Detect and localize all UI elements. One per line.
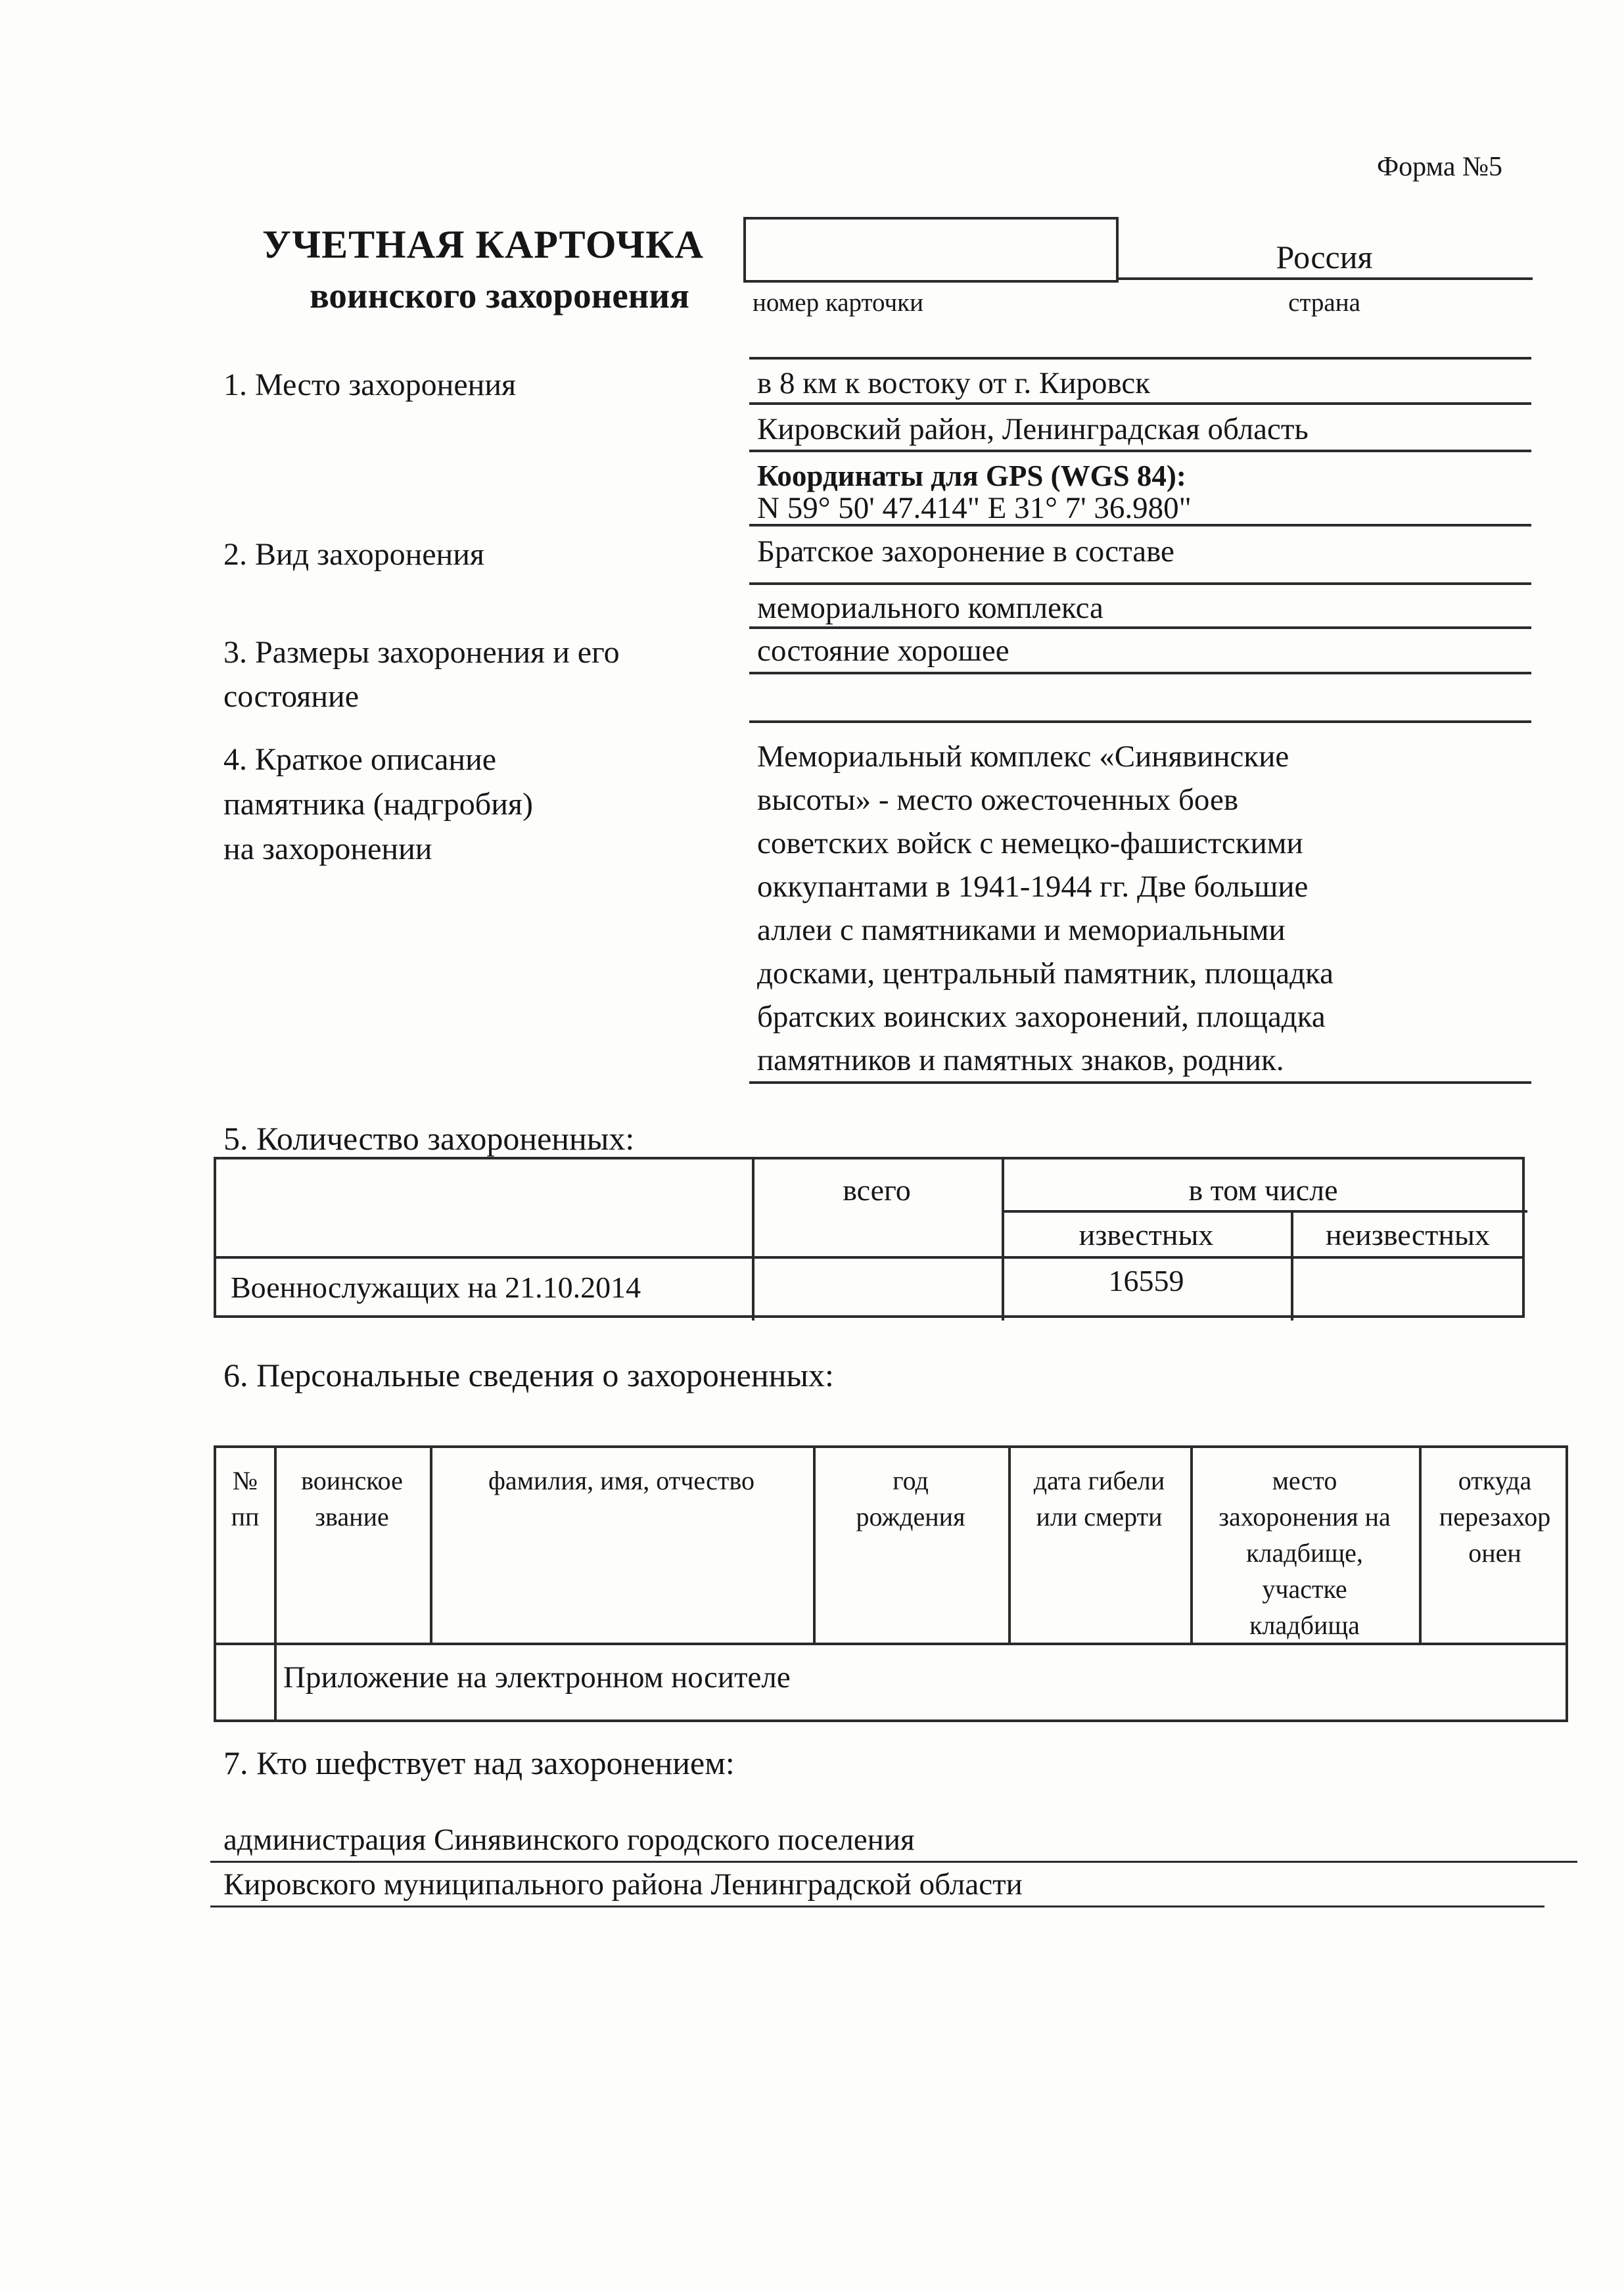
header-line: дата гибели xyxy=(1033,1466,1165,1495)
table-divider xyxy=(1002,1210,1527,1213)
col-header-unknown: неизвестных xyxy=(1326,1218,1490,1251)
ruled-line xyxy=(749,402,1531,405)
field4-desc-line: братских воинских захоронений, площадка xyxy=(757,1000,1326,1034)
ruled-line xyxy=(210,1861,1577,1863)
header-line: год xyxy=(893,1466,929,1495)
field4-label-line2: памятника (надгробия) xyxy=(223,787,533,822)
field4-label-line3: на захоронении xyxy=(223,831,432,866)
col-header-rank xyxy=(274,1462,430,1535)
page-title: УЧЕТНАЯ КАРТОЧКА xyxy=(262,223,704,266)
card-number-caption: номер карточки xyxy=(753,289,923,317)
field1-line2: Кировский район, Ленинградская область xyxy=(757,412,1309,446)
row-label-servicemen: Военнослужащих на 21.10.2014 xyxy=(231,1271,641,1304)
section7-heading: 7. Кто шефствует над захоронением: xyxy=(223,1744,735,1781)
header-line: кладбища xyxy=(1249,1610,1360,1640)
field1-label: 1. Место захоронения xyxy=(223,367,517,402)
field1-line1: в 8 км к востоку от г. Кировск xyxy=(757,366,1151,400)
personal-data-table xyxy=(214,1445,1568,1722)
burial-count-table xyxy=(214,1157,1525,1318)
ruled-line xyxy=(749,450,1531,452)
ruled-line xyxy=(210,1906,1544,1907)
ruled-line xyxy=(749,720,1531,723)
ruled-line xyxy=(749,626,1531,629)
field4-description xyxy=(757,735,1334,1082)
ruled-line xyxy=(749,672,1531,674)
header-line: звание xyxy=(315,1502,389,1532)
col-header-including: в том числе xyxy=(1188,1173,1338,1207)
field4-desc-line: памятников и памятных знаков, родник. xyxy=(757,1043,1284,1077)
col-header-known: известных xyxy=(1079,1218,1214,1251)
form-number: Форма №5 xyxy=(1377,152,1503,182)
field4-desc-line: аллеи с памятниками и мемориальными xyxy=(757,913,1286,947)
field2-label: 2. Вид захоронения xyxy=(223,537,485,572)
country-value: Россия xyxy=(1276,239,1373,275)
header-line: воинское xyxy=(301,1466,403,1495)
table-divider xyxy=(216,1256,1525,1259)
field4-desc-line: досками, центральный памятник, площадка xyxy=(757,956,1334,991)
field4-desc-line: высоты» - место ожесточенных боев xyxy=(757,783,1239,817)
page-subtitle: воинского захоронения xyxy=(310,275,689,316)
col-header-death-date xyxy=(1008,1462,1190,1535)
section6-heading: 6. Персональные сведения о захороненных: xyxy=(223,1357,834,1393)
caretaker-line1: администрация Синявинского городского поселения xyxy=(223,1823,915,1857)
cell-known-value: 16559 xyxy=(1108,1264,1184,1298)
header-line: кладбище, xyxy=(1246,1538,1363,1568)
col-header-number xyxy=(216,1462,274,1535)
header-line: рождения xyxy=(856,1502,965,1532)
col-header-total: всего xyxy=(843,1173,911,1207)
header-line: откуда xyxy=(1458,1466,1532,1495)
field3-label-line2: состояние xyxy=(223,679,359,714)
header-line: онен xyxy=(1468,1538,1521,1568)
country-caption: страна xyxy=(1288,289,1360,317)
col-header-name xyxy=(430,1462,813,1499)
header-line: перезахор xyxy=(1439,1502,1551,1532)
header-line: участке xyxy=(1262,1574,1347,1604)
header-line: фамилия, имя, отчество xyxy=(488,1466,754,1495)
caretaker-line2: Кировского муниципального района Ленинградской области xyxy=(223,1867,1023,1902)
ruled-line xyxy=(749,357,1531,360)
header-line: место xyxy=(1272,1466,1337,1495)
header-line: № xyxy=(232,1466,258,1495)
field4-label-line1: 4. Краткое описание xyxy=(223,742,497,777)
field2-line1: Братское захоронение в составе xyxy=(757,534,1174,569)
header-line: захоронения на xyxy=(1218,1502,1391,1532)
field3-label-line1: 3. Размеры захоронения и его xyxy=(223,635,620,670)
ruled-line xyxy=(749,582,1531,585)
field1-gps-value: N 59° 50' 47.414" E 31° 7' 36.980" xyxy=(757,491,1192,525)
header-line: пп xyxy=(231,1502,260,1532)
field4-desc-line: Мемориальный комплекс «Синявинские xyxy=(757,739,1289,774)
section5-heading: 5. Количество захороненных: xyxy=(223,1120,635,1157)
header-line: или смерти xyxy=(1036,1502,1163,1532)
col-header-grave-location xyxy=(1190,1462,1419,1643)
field1-gps-label: Координаты для GPS (WGS 84): xyxy=(757,459,1186,492)
field3-value: состояние хорошее xyxy=(757,634,1009,668)
col-header-reburied-from xyxy=(1419,1462,1571,1571)
col-header-birth-year xyxy=(813,1462,1008,1535)
country-underline xyxy=(1116,277,1533,280)
attachment-note: Приложение на электронном носителе xyxy=(283,1660,791,1695)
field4-desc-line: советских войск с немецко-фашистскими xyxy=(757,826,1303,860)
field4-desc-line: оккупантами в 1941-1944 гг. Две большие xyxy=(757,870,1309,904)
card-number-box xyxy=(743,217,1119,283)
field2-line2: мемориального комплекса xyxy=(757,591,1103,625)
